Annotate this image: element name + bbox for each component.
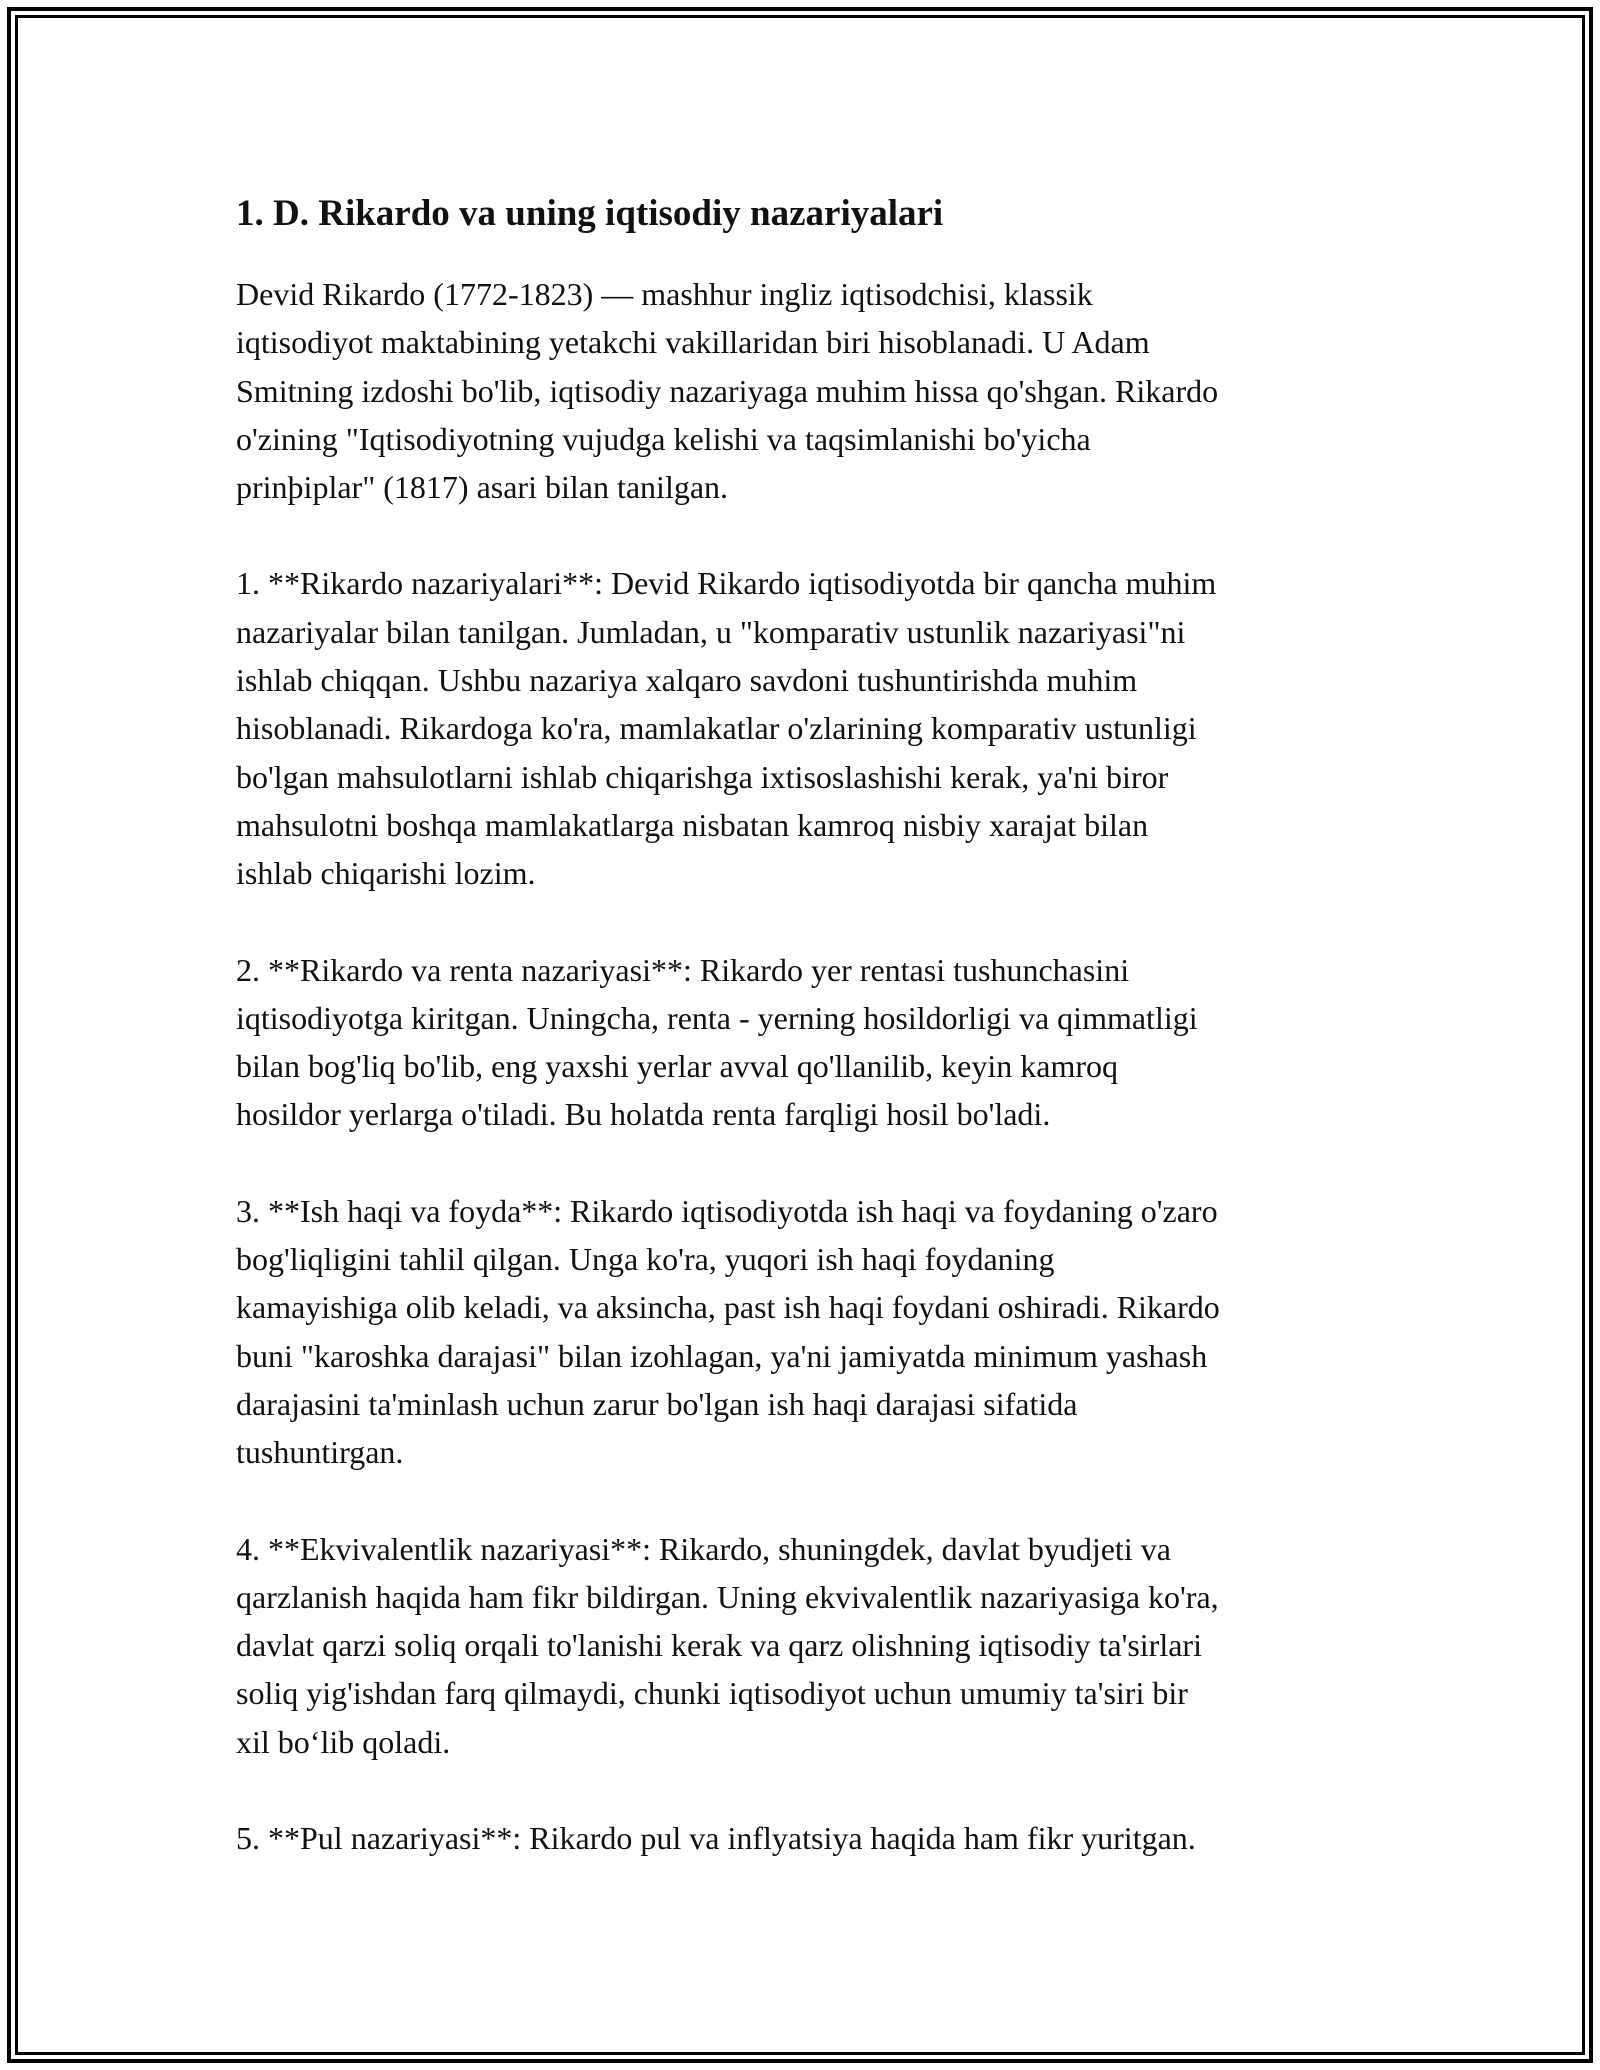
paragraph-equivalence-theory: 4. **Ekvivalentlik nazariyasi**: Rikardo, shuningdek, davlat byudjeti va qarzlanish haqida ham fikr bildirgan. Uning ekvivalentlik nazariyasiga ko'ra, davlat qarzi soliq orqali to'lanishi kerak va qarz olishning iqtisodiy ta'sirlari soliq yig'ishdan farq qilmaydi, chunki iqtisodiyot uchun umumiy ta'siri bir xil bo‘lib qoladi. xyxy=(236,1530,1219,1760)
intro-paragraph: Devid Rikardo (1772-1823) — mashhur ingliz iqtisodchisi, klassik iqtisodiyot maktabining yetakchi vakillaridan biri hisoblanadi. U Adam Smitning izdoshi bo'lib, iqtisodiy nazariyaga muhim hissa qo'shgan. Rikardo o'zining "Iqtisodiyotning vujudga kelishi va taqsimlanishi bo'yicha prinþiplar" (1817) asari bilan tanilgan. xyxy=(236,276,1219,506)
paragraph-rikardo-theories: 1. **Rikardo nazariyalari**: Devid Rikardo iqtisodiyotda bir qancha muhim nazariyalar bilan tanilgan. Jumladan, u "komparativ ustunlik nazariyasi"ni ishlab chiqqan. Ushbu nazariya xalqaro savdoni tushuntirishda muhim hisoblanadi. Rikardoga ko'ra, mamlakatlar o'zlarining komparativ ustunligi bo'lgan mahsulotlarni ishlab chiqarishga ixtisoslashishi kerak, ya'ni biror mahsulotni boshqa mamlakatlarga nisbatan kamroq nisbiy xarajat bilan ishlab chiqarishi lozim. xyxy=(236,565,1217,892)
paragraph-money-theory: 5. **Pul nazariyasi**: Rikardo pul va inflyatsiya haqida ham fikr yuritgan. xyxy=(236,1820,1196,1857)
document-body xyxy=(236,186,1386,1910)
paragraph-wages-profit: 3. **Ish haqi va foyda**: Rikardo iqtisodiyotda ish haqi va foydaning o'zaro bog'liqligini tahlil qilgan. Unga ko'ra, yuqori ish haqi foydaning kamayishiga olib keladi, va aksincha, past ish haqi foydani oshiradi. Rikardo buni "karoshka darajasi" bilan izohlagan, ya'ni jamiyatda minimum yashash darajasini ta'minlash uchun zarur bo'lgan ish haqi darajasi sifatida tushuntirgan. xyxy=(236,1192,1220,1471)
document-title: 1. D. Rikardo va uning iqtisodiy nazariyalari xyxy=(236,193,944,234)
paragraph-rent-theory: 2. **Rikardo va renta nazariyasi**: Rikardo yer rentasi tushunchasini iqtisodiyotga kiritgan. Uningcha, renta - yerning hosildorligi va qimmatligi bilan bog'liq bo'lib, eng yaxshi yerlar avval qo'llanilib, keyin kamroq hosildor yerlarga o'tiladi. Bu holatda renta farqligi hosil bo'ladi. xyxy=(236,951,1198,1133)
